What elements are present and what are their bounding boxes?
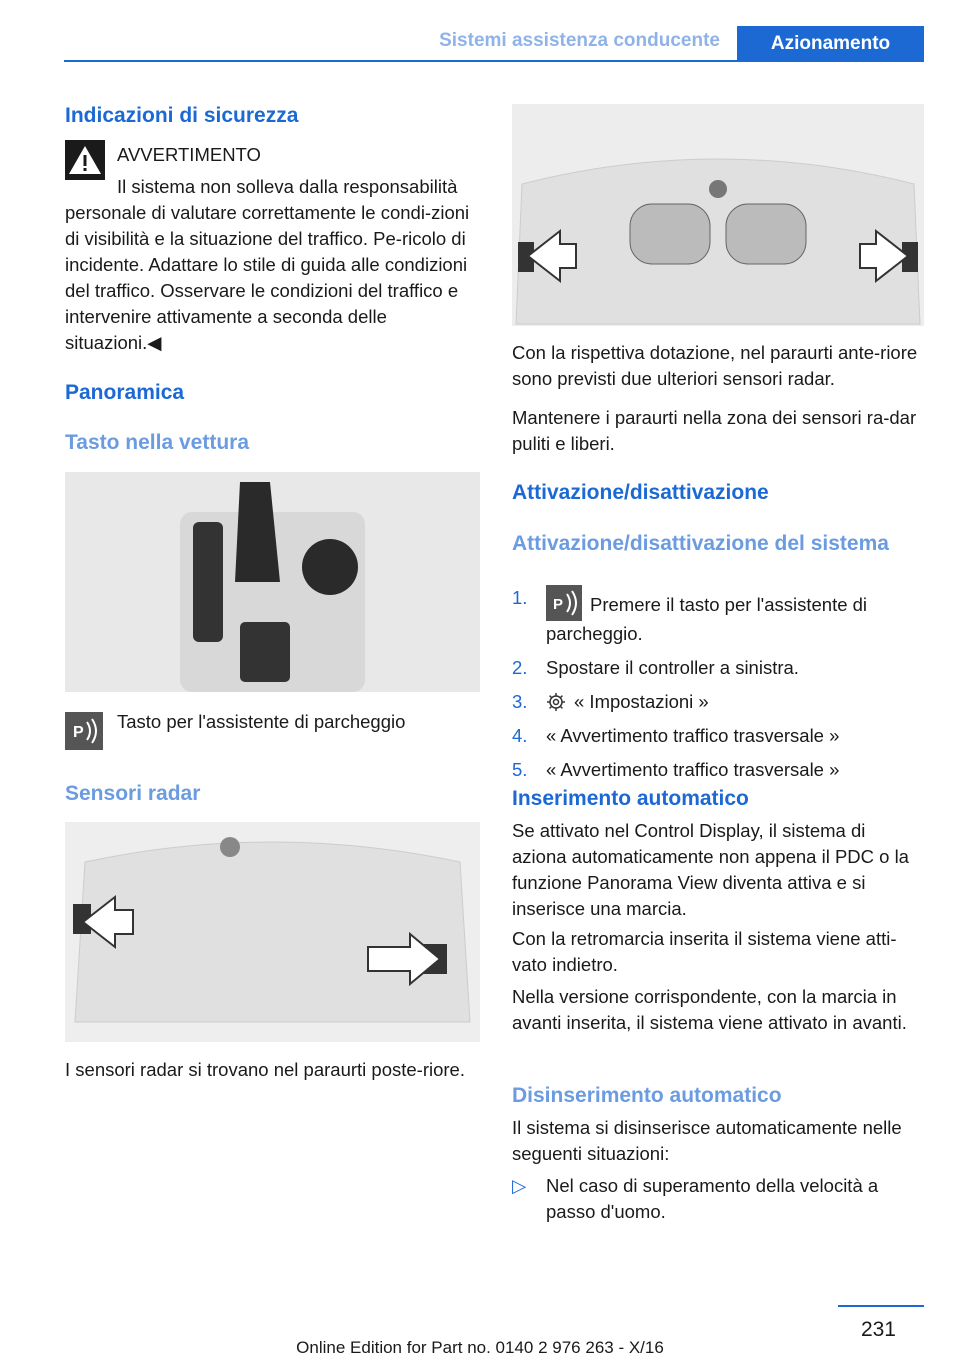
activation-title: Attivazione/disattivazione bbox=[512, 481, 769, 504]
step-number: 2. bbox=[512, 657, 528, 678]
step-2 bbox=[512, 655, 924, 681]
auto-off-title: Disinserimento automatico bbox=[512, 1084, 782, 1107]
step-3 bbox=[512, 689, 924, 715]
button-caption: Tasto per l'assistente di parcheggio bbox=[117, 711, 406, 732]
activation-subtitle: Attivazione/disattivazione del sistema bbox=[512, 532, 889, 555]
bullet-marker: ▷ bbox=[512, 1175, 527, 1196]
step-5 bbox=[512, 757, 924, 783]
step-number: 1. bbox=[512, 587, 528, 608]
step-text: « Avvertimento traffico trasversale » bbox=[546, 725, 840, 746]
header-rule bbox=[64, 60, 924, 62]
auto-on-text-3: Nella versione corrispondente, con la marcia in avanti inserita, il sistema viene attivato in avanti. bbox=[512, 986, 907, 1033]
step-text: Premere il tasto per l'assistente di parcheggio. bbox=[546, 594, 868, 644]
rear-bumper-image bbox=[65, 822, 480, 1042]
header-tab: Azionamento bbox=[737, 26, 924, 62]
step-1 bbox=[512, 585, 924, 647]
step-text: « Avvertimento traffico trasversale » bbox=[546, 759, 840, 780]
header-section: Sistemi assistenza conducente bbox=[439, 30, 720, 51]
activation-steps bbox=[512, 585, 924, 791]
auto-on-title: Inserimento automatico bbox=[512, 787, 749, 810]
settings-gear-icon bbox=[546, 692, 566, 712]
auto-off-text: Il sistema si disinserisce automaticamente nelle seguenti situazioni: bbox=[512, 1117, 902, 1164]
park-assist-icon bbox=[546, 585, 582, 621]
edition-line: Online Edition for Part no. 0140 2 976 263 - X/16 bbox=[296, 1338, 664, 1357]
bullet-item bbox=[512, 1173, 924, 1225]
center-console-image bbox=[65, 472, 480, 692]
step-4 bbox=[512, 723, 924, 749]
park-assist-button-icon bbox=[65, 712, 103, 750]
overview-title: Panoramica bbox=[65, 381, 185, 404]
step-text: Spostare il controller a sinistra. bbox=[546, 657, 799, 678]
svg-text:P: P bbox=[73, 724, 84, 741]
warning-text: Il sistema non solleva dalla responsabilità personale di valutare correttamente le condi‐zioni di visibilità e la situazione del traffico. Pe‐ricolo di incidente. Adattare lo stile di guida alle condizioni del traffico. Osservare le condizioni del traffico e intervenire attivamente a seconda delle situazioni.◀ bbox=[65, 176, 470, 353]
front-bumper-image bbox=[512, 104, 924, 326]
footer-rule bbox=[838, 1305, 924, 1307]
safety-title: Indicazioni di sicurezza bbox=[65, 104, 299, 127]
clean-sensors-text: Mantenere i paraurti nella zona dei sensori ra‐dar puliti e liberi. bbox=[512, 407, 917, 454]
svg-text:P: P bbox=[553, 596, 564, 613]
button-title: Tasto nella vettura bbox=[65, 431, 249, 454]
auto-on-text-1: Se attivato nel Control Display, il sistema di aziona automaticamente non appena il PDC o la funzione Panorama View diventa attiva e si inserisce una marcia. bbox=[512, 820, 909, 919]
step-number: 4. bbox=[512, 725, 528, 746]
auto-on-text-2: Con la retromarcia inserita il sistema viene atti‐vato indietro. bbox=[512, 928, 897, 975]
front-sensors-text: Con la rispettiva dotazione, nel paraurti ante‐riore sono previsti due ulteriori sensori radar. bbox=[512, 342, 918, 389]
radar-text: I sensori radar si trovano nel paraurti poste‐riore. bbox=[65, 1059, 465, 1080]
warning-label: AVVERTIMENTO bbox=[117, 144, 261, 165]
step-number: 5. bbox=[512, 759, 528, 780]
bullet-text: Nel caso di superamento della velocità a passo d'uomo. bbox=[546, 1175, 879, 1222]
page-number: 231 bbox=[860, 1318, 896, 1341]
step-text: « Impostazioni » bbox=[574, 691, 709, 712]
step-number: 3. bbox=[512, 691, 528, 712]
radar-title: Sensori radar bbox=[65, 782, 201, 805]
